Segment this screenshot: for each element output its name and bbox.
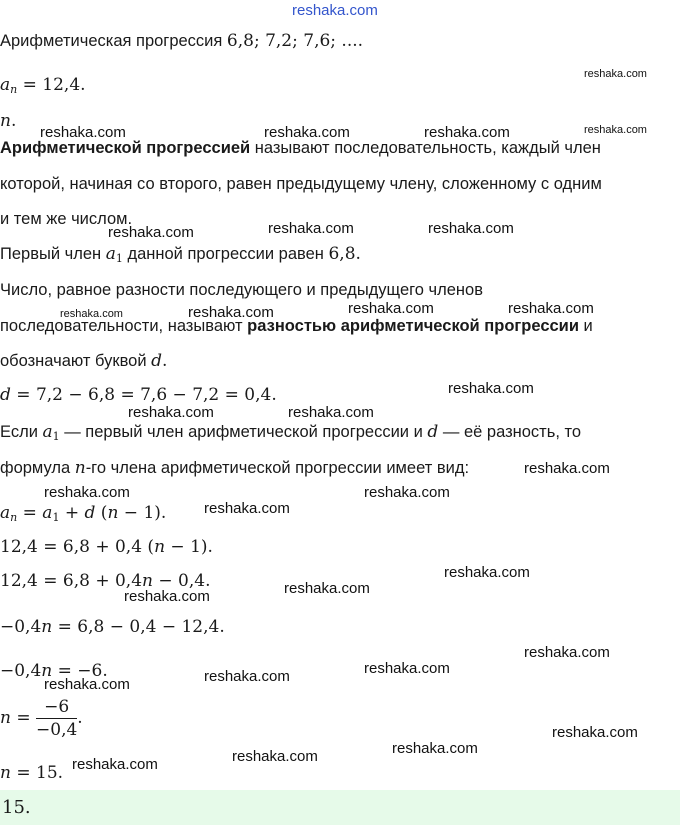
difference-line-3: обозначают буквой d. — [0, 351, 168, 371]
watermark: reshaka.com — [72, 756, 158, 773]
watermark: reshaka.com — [232, 748, 318, 765]
equation-3: 12,4 = 6,8 + 0,4n − 0,4. — [0, 571, 211, 591]
watermark: reshaka.com — [204, 668, 290, 685]
equation-2: 12,4 = 6,8 + 0,4 (n − 1). — [0, 537, 213, 557]
watermark: reshaka.com — [348, 300, 434, 317]
watermark: reshaka.com — [288, 404, 374, 421]
watermark: reshaka.com — [444, 564, 530, 581]
d-calculation: d = 7,2 − 6,8 = 7,6 − 7,2 = 0,4. — [0, 385, 277, 405]
watermark: reshaka.com — [448, 380, 534, 397]
watermark: reshaka.com — [44, 484, 130, 501]
watermark: reshaka.com — [364, 484, 450, 501]
watermark: reshaka.com — [204, 500, 290, 517]
watermark: reshaka.com — [524, 644, 610, 661]
watermark: reshaka.com — [124, 588, 210, 605]
watermark: reshaka.com — [40, 124, 126, 141]
equation-7: n = 15. — [0, 763, 64, 783]
formula-line-1: Если $a_1$ — первый член арифметической прогрессии и d — её разность, то — [0, 422, 582, 443]
definition-line-2: которой, начиная со второго, равен предыдущему члену, сложенному с одним — [0, 175, 602, 193]
equation-5: −0,4n = −6. — [0, 661, 108, 681]
watermark: reshaka.com — [108, 224, 194, 241]
first-term-line: Первый член $a_1$ данной прогрессии равен 6,8. — [0, 244, 361, 265]
watermark: reshaka.com — [188, 304, 274, 321]
equation-4: −0,4n = 6,8 − 0,4 − 12,4. — [0, 617, 225, 637]
watermark: reshaka.com — [44, 676, 130, 693]
difference-line-2: последовательности, называют разностью арифметической прогрессии и — [0, 317, 593, 335]
equation-6: n = $\frac{-6}{-0,4}$ . — [0, 697, 83, 740]
watermark: reshaka.com — [584, 68, 647, 80]
watermark: reshaka.com — [552, 724, 638, 741]
answer-value: 15. — [2, 797, 31, 818]
watermark: reshaka.com — [60, 308, 123, 320]
answer-box — [0, 790, 680, 825]
watermark: reshaka.com — [424, 124, 510, 141]
watermark: reshaka.com — [128, 404, 214, 421]
problem-statement: Арифметическая прогрессия 6,8; 7,2; 7,6; .... — [0, 31, 364, 51]
watermark: reshaka.com — [364, 660, 450, 677]
watermark: reshaka.com — [264, 124, 350, 141]
watermark: reshaka.com — [584, 124, 647, 136]
definition-line-3: и тем же числом. — [0, 210, 133, 228]
find-n: n. — [0, 111, 17, 131]
watermark: reshaka.com — [284, 580, 370, 597]
watermark: reshaka.com — [392, 740, 478, 757]
watermark: reshaka.com — [428, 220, 514, 237]
watermark: reshaka.com — [268, 220, 354, 237]
watermark: reshaka.com — [292, 2, 378, 19]
watermark: reshaka.com — [508, 300, 594, 317]
fraction: $\frac{-6}{-0,4}$ — [36, 697, 78, 740]
formula-line-2: формула n-го члена арифметической прогрессии имеет вид: — [0, 458, 470, 478]
general-formula: $a_n = a_1 + d$ (n − 1). — [0, 503, 167, 524]
an-given: $a_n = 12,4$. — [0, 75, 86, 96]
difference-line-1: Число, равное разности последующего и предыдущего членов — [0, 281, 483, 299]
definition-line-1: Арифметической прогрессией называют последовательность, каждый член — [0, 139, 601, 157]
watermark: reshaka.com — [524, 460, 610, 477]
